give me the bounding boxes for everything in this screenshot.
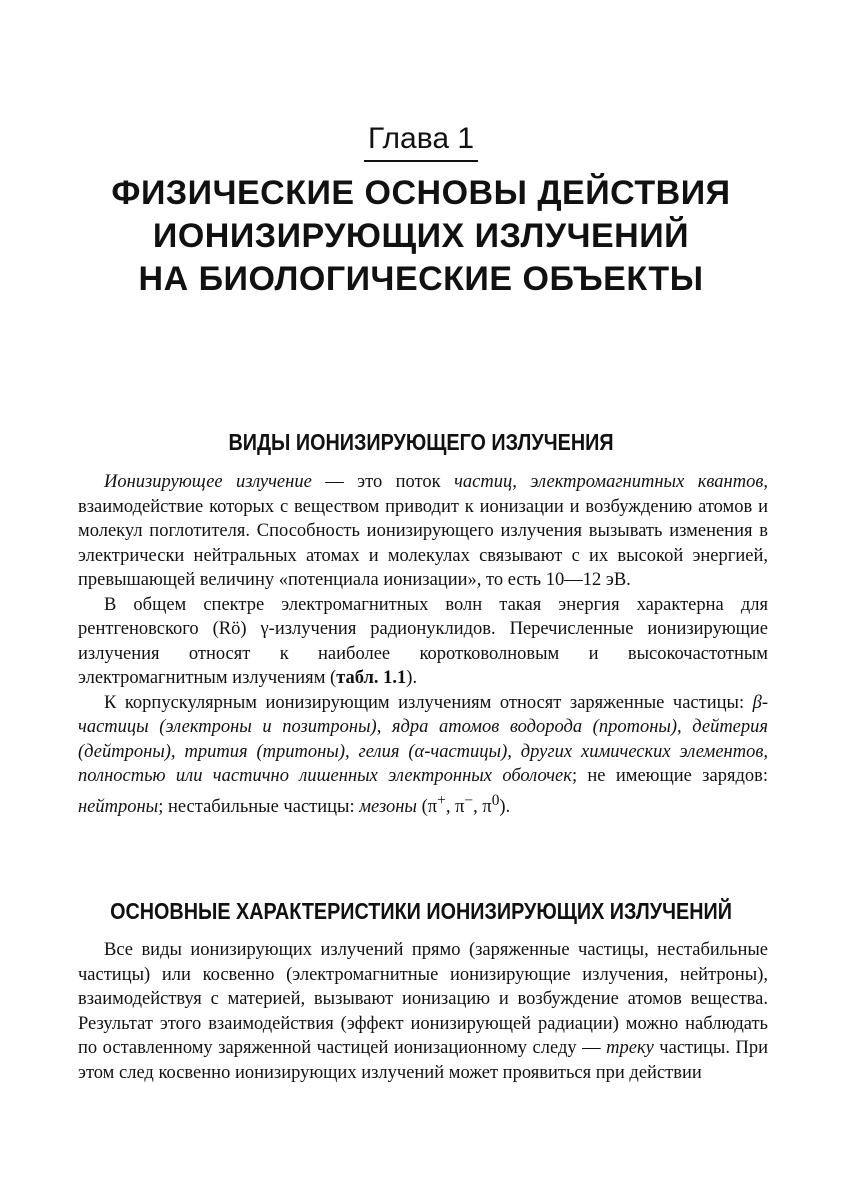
section-heading: ВИДЫ ИОНИЗИРУЮЩЕГО ИЗЛУЧЕНИЯ: [228, 429, 614, 455]
text-run: частицы. При этом след косвенно ионизирующих излучений может проявиться при действии: [78, 1038, 768, 1083]
table-reference: табл. 1.1: [336, 668, 407, 688]
text-run: (π: [416, 796, 438, 817]
text-run: К корпускулярным ионизирующим излучениям относят заряженные частицы:: [104, 692, 753, 713]
superscript: 0: [491, 791, 500, 809]
section-body: [78, 938, 768, 1085]
superscript: −: [464, 791, 474, 809]
chapter-title-line: НА БИОЛОГИЧЕСКИЕ ОБЪЕКТЫ: [138, 260, 704, 298]
chapter-header: [0, 120, 842, 162]
text-run: , π: [445, 796, 465, 817]
text-run: — это поток: [311, 472, 455, 492]
text-run: В общем спектре электромагнитных волн такая энергия характерна для рентгеновского (Rö) γ-излучения радионуклидов. Перечисленные ионизирующие излучения относят к наиболее коротковолновым и высокочастотным электромагнитным излучениям (: [78, 594, 768, 688]
superscript: +: [437, 791, 446, 809]
section-body: [78, 470, 768, 819]
term: нейтроны: [78, 796, 159, 817]
text-run: ; не имеющие зарядов:: [571, 766, 768, 786]
term: мезоны: [359, 796, 417, 817]
paragraph: [78, 938, 768, 1085]
text-run: Все виды ионизирующих излучений прямо (заряженные частицы, нестабильные частицы) или косвенно (электромагнитные ионизирующие излучения, нейтроны), взаимодействуя с материей, вызывают ионизацию и возбуждение атомов вещества. Результат этого взаимодействия (эффект ионизирующей радиации) можно наблюдать по оставленному заряженной частицей ионизационному следу —: [78, 940, 768, 1058]
paragraph: [78, 691, 768, 820]
chapter-title-line: ФИЗИЧЕСКИЕ ОСНОВЫ ДЕЙСТВИЯ: [111, 174, 731, 212]
term: частиц, электромагнитных квантов: [454, 472, 764, 492]
text-run: ).: [406, 668, 418, 688]
text-run: , взаимодействие которых с веществом приводит к ионизации и возбуждению атомов и молекул поглотителя. Способность ионизирующего излучения вызывать изменения в электрически нейтральных атомах и молекулах связывают с их высокой энергией, превышающей величину «потенциала ионизации», то есть 10—12 эВ.: [78, 472, 768, 590]
text-run: , π: [473, 796, 492, 817]
term: Ионизирующее излучение: [104, 472, 312, 492]
chapter-title: [0, 172, 842, 301]
text-run: ).: [499, 796, 511, 817]
term: β-частицы (электроны и позитроны), ядра атомов водорода (протоны), дейтерия (дейтроны), трития (тритоны), гелия (α-частицы), других химических элементов, полностью или частично лишенных электронных оболочек: [78, 692, 768, 786]
section-heading: ОСНОВНЫЕ ХАРАКТЕРИСТИКИ ИОНИЗИРУЮЩИХ ИЗЛУЧЕНИЙ: [110, 898, 732, 924]
chapter-label: Глава 1: [364, 120, 478, 162]
chapter-title-line: ИОНИЗИРУЮЩИХ ИЗЛУЧЕНИЙ: [152, 217, 690, 255]
text-run: ; нестабильные частицы:: [158, 796, 360, 817]
term: треку: [606, 1038, 654, 1058]
paragraph: [78, 470, 768, 593]
paragraph: [78, 593, 768, 691]
